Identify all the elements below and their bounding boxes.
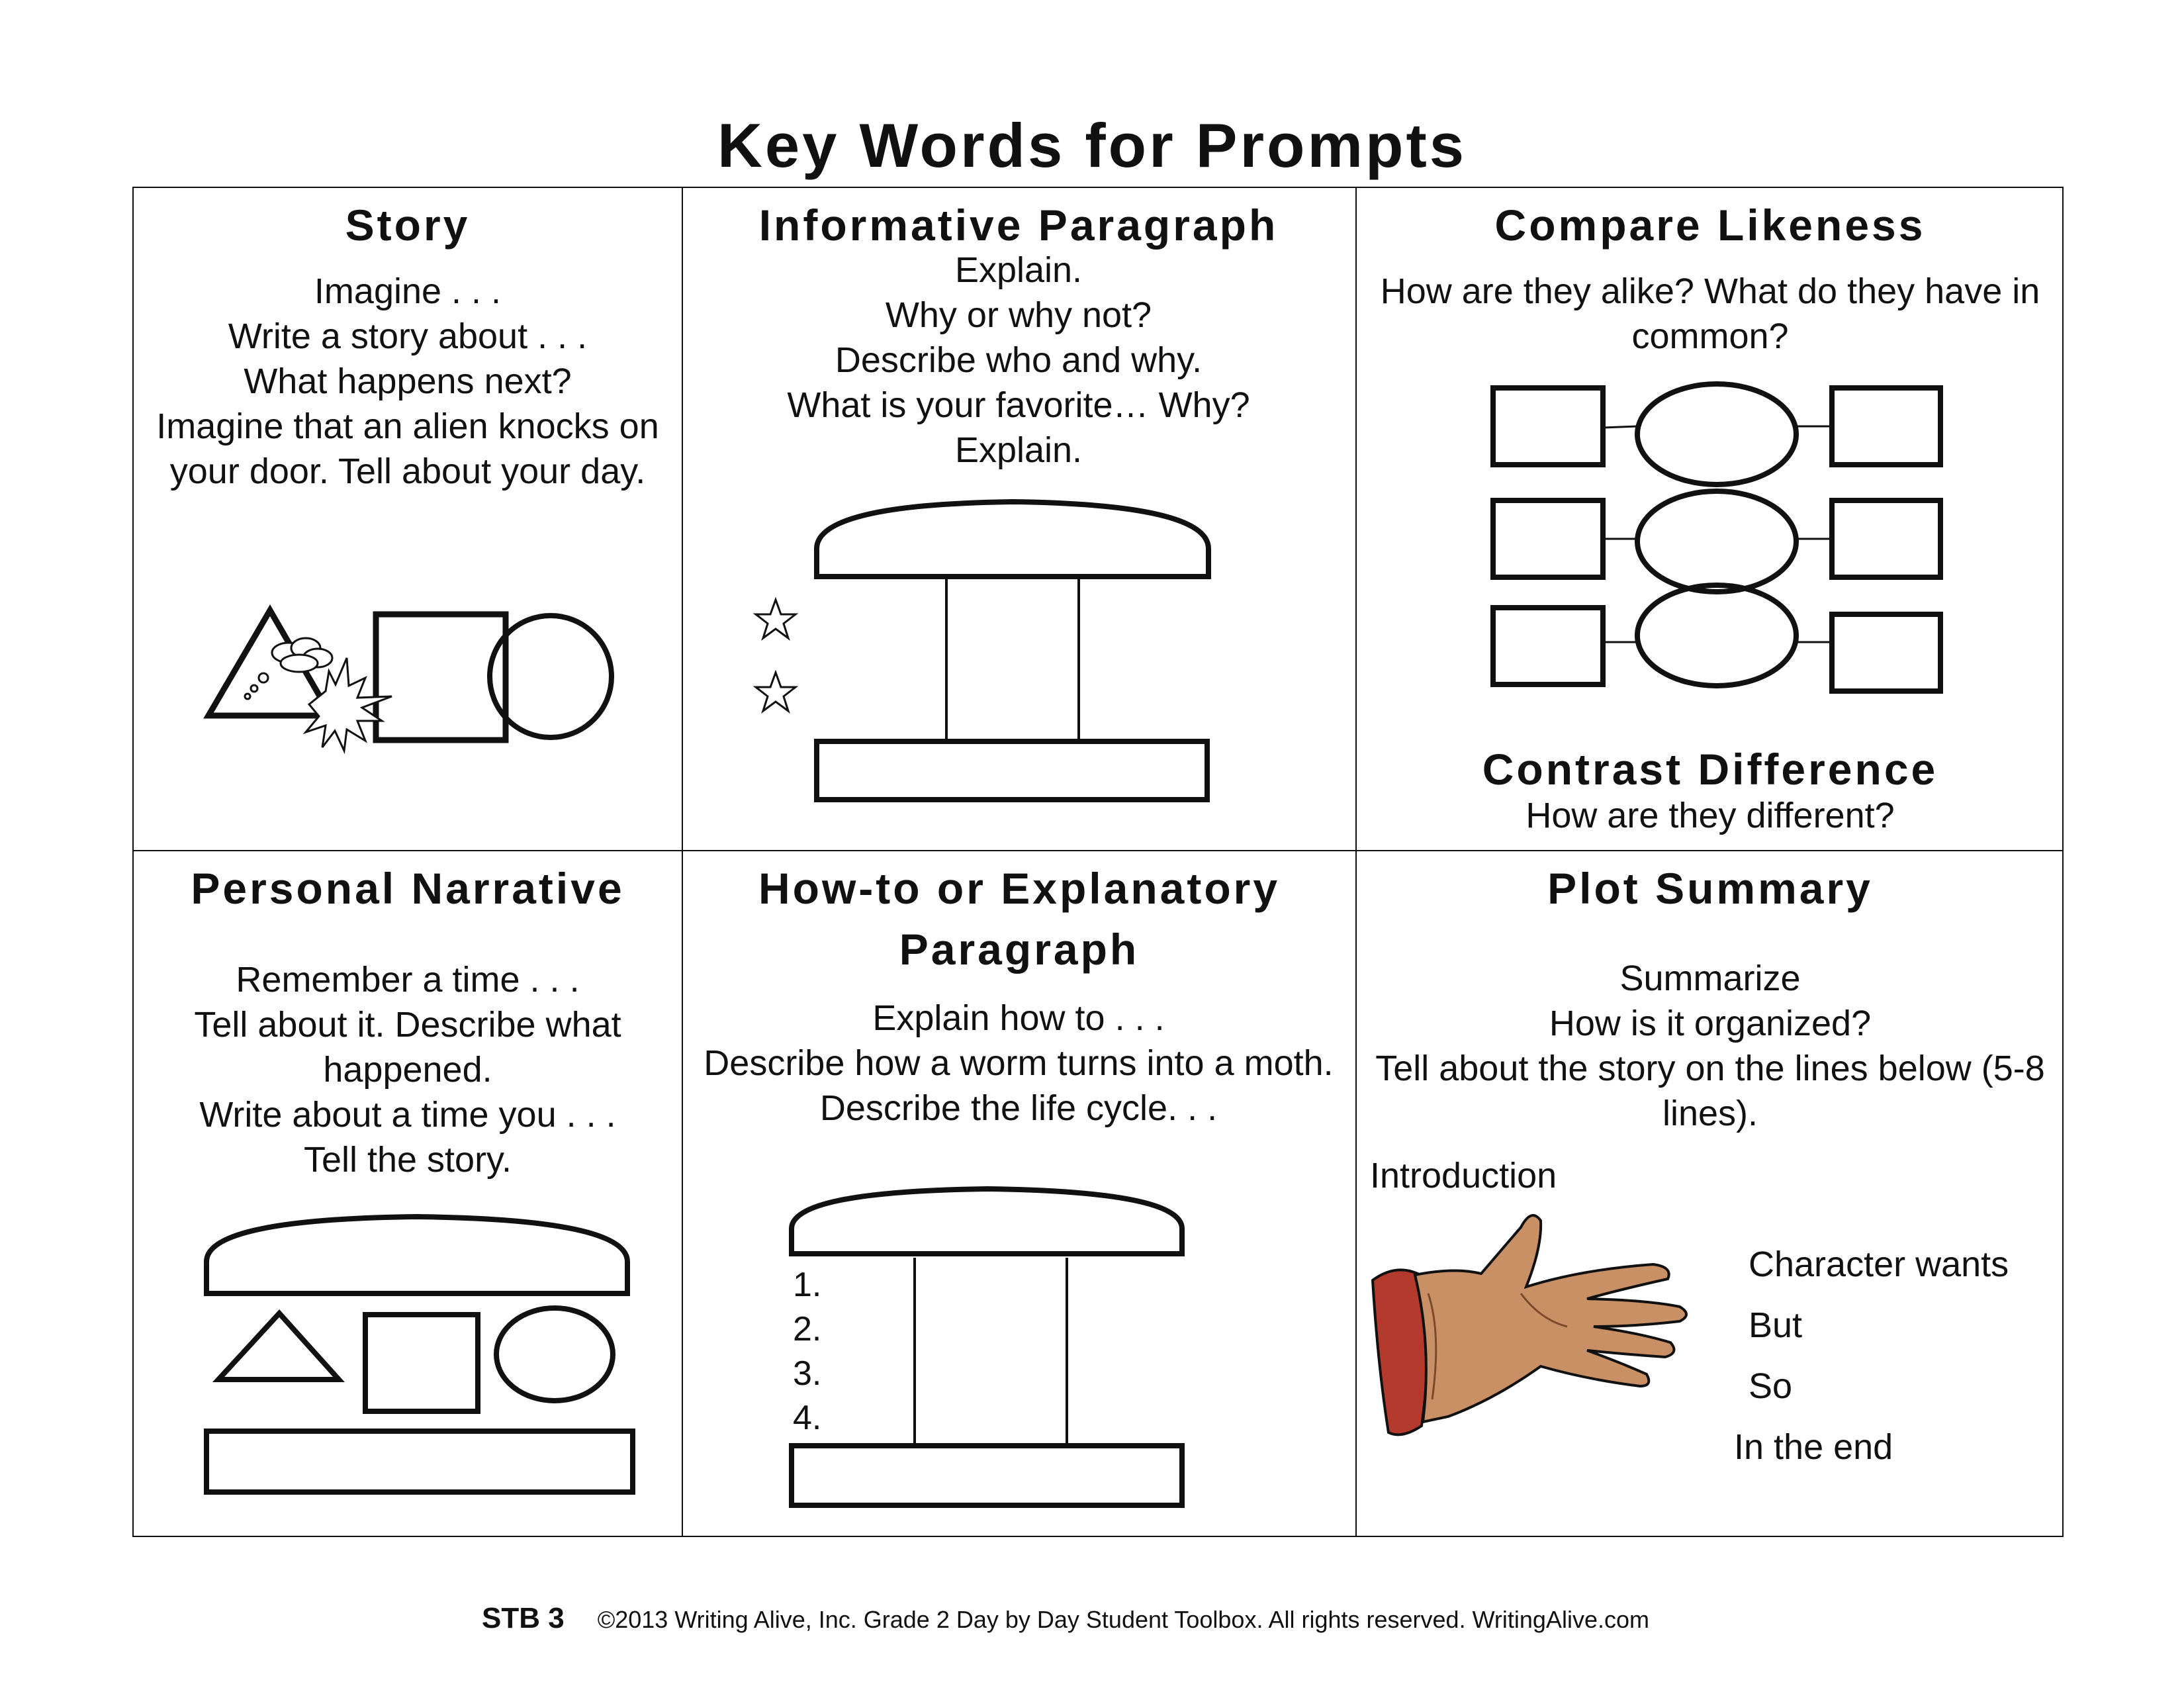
triangle-shape [218,1313,339,1380]
step-number: 2. [793,1310,822,1348]
story-shapes-graphic [200,585,610,757]
topic-sentence-shape [817,502,1208,577]
cell-howto [682,850,1355,1538]
hand-icon [1369,1201,1739,1479]
plot-finger-label: So [1749,1366,1793,1406]
plot-finger-label: In the end [1734,1427,1893,1467]
prompt-grid [132,187,2064,1537]
prompt-line: Imagine that an alien knocks on your door. Tell about your day. [156,406,659,491]
cell-title-informative: Informative Paragraph [758,201,1279,250]
prompt-line: Tell about it. Describe what happened. [194,1005,621,1090]
star-icon [753,597,798,642]
cell-title-howto: How-to or Explanatory Paragraph [758,864,1281,974]
step-number-list [793,1263,821,1440]
cell-compare [1355,188,2065,850]
prompt-line: Why or why not? [885,295,1152,335]
prompt-line-contrast: How are they different? [1525,796,1895,835]
prompt-list-story [147,269,668,494]
prompt-list-plot [1369,956,2052,1136]
prompt-line: Write about a time you . . . [199,1095,616,1135]
page-title: Key Words for Prompts [717,111,1467,180]
cell-title-contrast: Contrast Difference [1482,745,1938,794]
footer [482,1602,1649,1635]
prompt-line: Write a story about . . . [228,316,588,356]
star-icon [753,670,798,715]
prompt-line: Explain. [954,250,1083,290]
cell-informative [682,188,1355,850]
step-number: 1. [793,1266,822,1304]
square-shape [365,1315,478,1411]
cell-title-plot: Plot Summary [1547,864,1873,913]
prompt-line: What is your favorite… Why? [787,385,1250,425]
prompt-line: Remember a time . . . [236,960,580,1000]
paragraph-organizer-graphic [721,479,1185,810]
prompt-line: Explain. [954,430,1083,470]
plot-introduction-label: Introduction [1370,1156,1557,1196]
plot-finger-label: But [1749,1305,1803,1345]
prompt-list-informative [695,248,1342,473]
circle-shape [496,1308,613,1401]
step-number: 4. [793,1399,822,1437]
prompt-line: Tell about the story on the lines below (5-8 lines). [1375,1049,2045,1133]
prompt-line: Describe how a worm turns into a moth. [704,1043,1334,1083]
cell-story [134,188,682,850]
footer-copyright: ©2013 Writing Alive, Inc. Grade 2 Day by Day Student Toolbox. All rights reserved. WritingAlive.com [597,1606,1649,1633]
prompt-line: What happens next? [244,361,572,401]
prompt-line: Explain how to . . . [872,998,1165,1038]
step-number: 3. [793,1354,822,1393]
cell-plot [1355,850,2065,1538]
plot-finger-label: Character wants [1749,1244,2009,1284]
prompt-line: How are they alike? What do they have in common? [1380,271,2040,356]
square-shape [376,614,506,740]
conclusion-shape [817,741,1207,800]
prompt-line: How is it organized? [1549,1004,1872,1043]
narrative-organizer-graphic [134,850,682,1538]
prompt-line: Describe the life cycle. . . [819,1088,1218,1128]
cell-title-story: Story [345,201,471,250]
cell-title-personal: Personal Narrative [191,864,625,913]
footer-code: STB 3 [482,1602,565,1634]
cell-title-compare: Compare Likeness [1494,201,1926,250]
prompt-line: Describe who and why. [835,340,1203,380]
prompt-line: Tell the story. [303,1140,512,1180]
cell-personal [134,850,682,1538]
prompt-line: Summarize [1619,959,1801,998]
steps-organizer-graphic [682,850,1355,1538]
prompt-line: Imagine . . . [314,271,502,311]
